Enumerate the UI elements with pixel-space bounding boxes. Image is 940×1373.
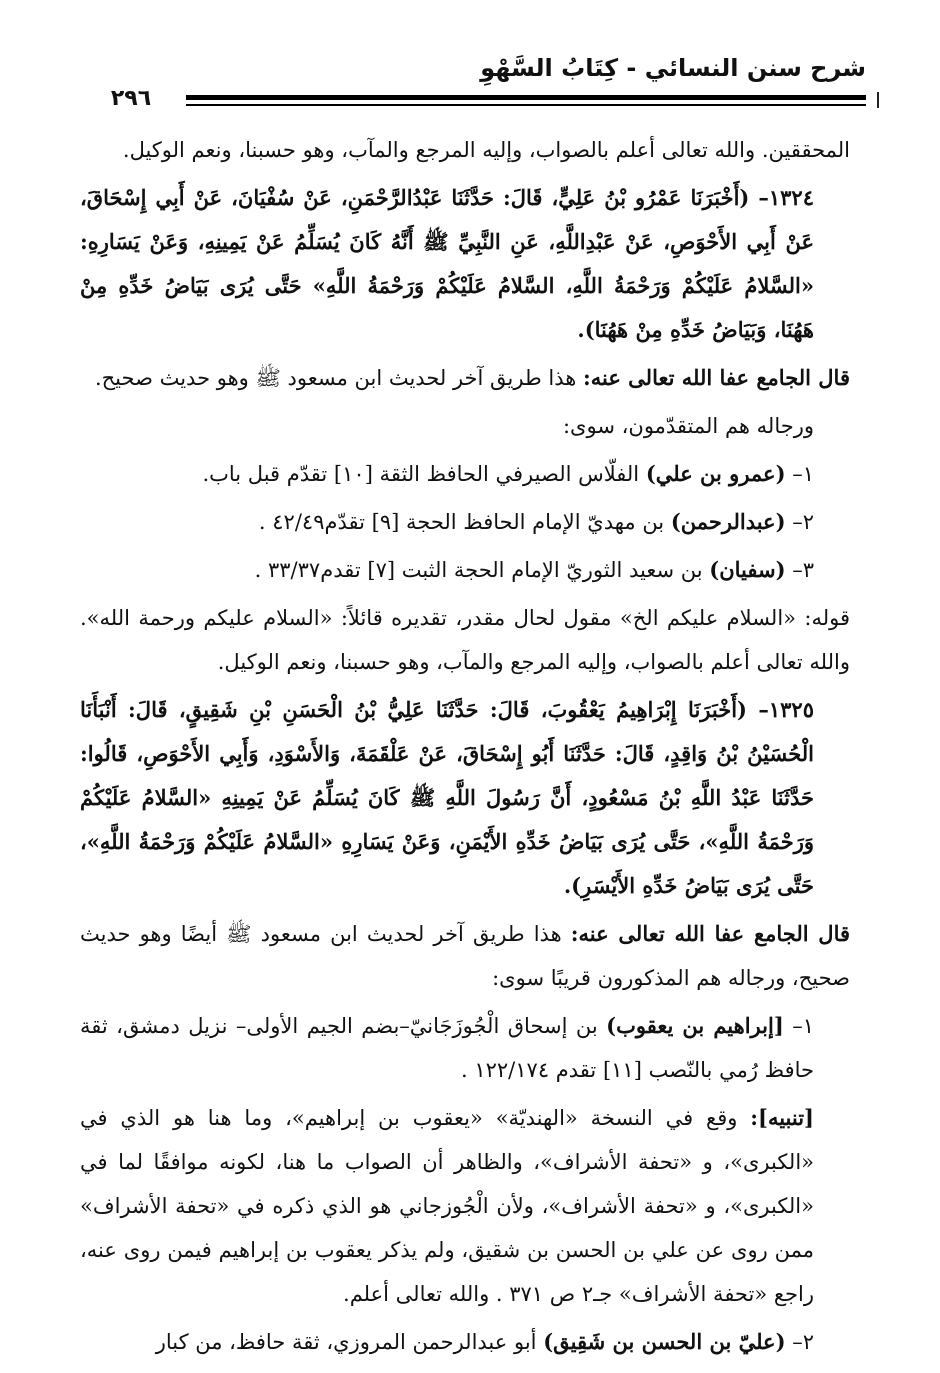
narrator-text: الفلّاس الصيرفي الحافظ الثقة [١٠] تقدّم قبل باب.	[202, 462, 646, 486]
note-text: وقع في النسخة «الهنديّة» «يعقوب بن إبراهيم»، وما هنا هو الذي في «الكبرى»، و «تحفة الأشراف»، والظاهر أن الصواب ما هنا، لكونه موافقًا لما في «الكبرى»، و «تحفة الأشراف»، ولأن الْجُوزجاني هو الذي ذكره في «تحفة الأشراف» ممن روى عن علي بن الحسن بن شقيق، ولم يذكر يعقوب بن إبراهيم فيمن روى عنه، راجع «تحفة الأشراف» جـ٢ ص ٣٧١ . والله تعالى أعلم.	[80, 1106, 814, 1306]
jami-commentary-1	[80, 356, 850, 400]
narrator-text: بن إسحاق الْجُوزَجَانيّ–بضم الجيم الأولى– نزيل دمشق، ثقة حافظ رُمي بالنّصب [١١] تقدم ١٢٢/١٧٤ .	[80, 1014, 814, 1082]
narrator-text: بن سعيد الثوريّ الإمام الحجة الثبت [٧] تقدم٣٣/٣٧ .	[254, 558, 710, 582]
narrator-text: بن مهديّ الإمام الحافظ الحجة [٩] تقدّم٤٢/٤٩ .	[258, 510, 671, 534]
narrator-item	[80, 548, 850, 592]
narrator-number: ٣–	[785, 558, 814, 582]
jami-label: قال الجامع عفا الله تعالى عنه:	[570, 921, 851, 946]
page-body	[80, 128, 850, 1368]
narrator-number: ١–	[783, 1014, 815, 1038]
narrator-item	[80, 452, 850, 496]
running-title: شرح سنن النسائي - كِتَابُ السَّهْوِ	[480, 54, 866, 82]
header-rule-thick	[76, 95, 866, 100]
narrator-item	[80, 1320, 850, 1364]
jami-text: هذا طريق آخر لحديث ابن مسعود ﷺ وهو حديث صحيح.	[94, 366, 583, 390]
narrator-item	[80, 500, 850, 544]
page-number: ٢٩٦	[76, 86, 186, 111]
narrator-name: (عمرو بن علي)	[645, 461, 786, 486]
narrator-text: أبو عبدالرحمن المروزي، ثقة حافظ، من كبار	[155, 1330, 544, 1354]
jami-commentary-2	[80, 912, 850, 1000]
explanation-paragraph: قوله: «السلام عليكم الخ» مقول لحال مقدر، تقديره قائلاً: «السلام عليكم ورحمة الله». والله تعالى أعلم بالصواب، وإليه المرجع والمآب، وهو حسبنا، ونعم الوكيل.	[80, 606, 850, 674]
hadith-1325: ١٣٢٥– (أَخْبَرَنَا إِبْرَاهِيمُ يَعْقُوبَ، قَالَ: حَدَّثَنَا عَلِيُّ بْنُ الْحَسَنِ بْنِ شَقِيقٍ، قَالَ: أَنْبَأَنَا الْحُسَيْنُ بْنُ وَاقِدٍ، قَالَ: حَدَّثَنَا أَبُو إِسْحَاقَ، عَنْ عَلْقَمَةَ، وَالأَسْوَدِ، وَأَبِي الأَحْوَصِ، قَالُوا: حَدَّثَنَا عَبْدُ اللَّهِ بْنُ مَسْعُودٍ، أَنَّ رَسُولَ اللَّهِ ﷺ كَانَ يُسَلِّمُ عَنْ يَمِينِهِ «السَّلامُ عَلَيْكُمْ وَرَحْمَةُ اللَّهِ»، حَتَّى يُرَى بَيَاضُ خَدِّهِ الأَيْمَنِ، وَعَنْ يَسَارِهِ «السَّلامُ عَلَيْكُمْ وَرَحْمَةُ اللَّهِ»، حَتَّى يُرَى بَيَاضُ خَدِّهِ الأَيْسَرِ).	[80, 697, 814, 898]
narrator-number: ٢–	[785, 510, 814, 534]
page-header	[76, 48, 866, 118]
jami-label: قال الجامع عفا الله تعالى عنه:	[582, 365, 850, 390]
narrator-item	[80, 1004, 850, 1092]
narrator-name: (سفيان)	[709, 557, 786, 582]
narrator-name: (عليّ بن الحسن بن شَقِيق)	[543, 1329, 786, 1354]
rijal-intro: ورجاله هم المتقدّمون، سوى:	[562, 414, 814, 438]
note-label: [تنبيه]:	[750, 1105, 814, 1130]
jami-text: هذا طريق آخر لحديث ابن مسعود ﷺ أيضًا وهو حديث صحيح، ورجاله هم المذكورون قريبًا سوى:	[80, 922, 850, 990]
hadith-1324: ١٣٢٤– (أَخْبَرَنَا عَمْرُو بْنُ عَلِيٍّ، قَالَ: حَدَّثَنَا عَبْدُالرَّحْمَنِ، عَنْ سُفْيَانَ، عَنْ أَبِي إِسْحَاقَ، عَنْ أَبِي الأَحْوَصِ، عَنْ عَبْدِاللَّهِ، عَنِ النَّبِيِّ ﷺ أَنَّهُ كَانَ يُسَلِّمُ عَنْ يَمِينِهِ، وَعَنْ يَسَارِهِ: «السَّلامُ عَلَيْكُمْ وَرَحْمَةُ اللَّهِ، السَّلامُ عَلَيْكُمْ وَرَحْمَةُ اللَّهِ» حَتَّى يُرَى بَيَاضُ خَدِّهِ مِنْ هَهُنَا، وَبَيَاضُ خَدِّهِ مِنْ هَهُنَا).	[80, 185, 814, 342]
note-paragraph	[80, 1096, 850, 1316]
narrator-number: ١–	[785, 462, 814, 486]
margin-mark	[877, 92, 879, 108]
header-rule-thin	[76, 104, 866, 106]
narrator-name: [إبراهيم بن يعقوب)	[606, 1013, 784, 1038]
closing-paragraph: المحققين. والله تعالى أعلم بالصواب، وإليه المرجع والمآب، وهو حسبنا، ونعم الوكيل.	[122, 138, 850, 162]
narrator-name: (عبدالرحمن)	[670, 509, 786, 534]
narrator-number: ٢–	[785, 1330, 814, 1354]
